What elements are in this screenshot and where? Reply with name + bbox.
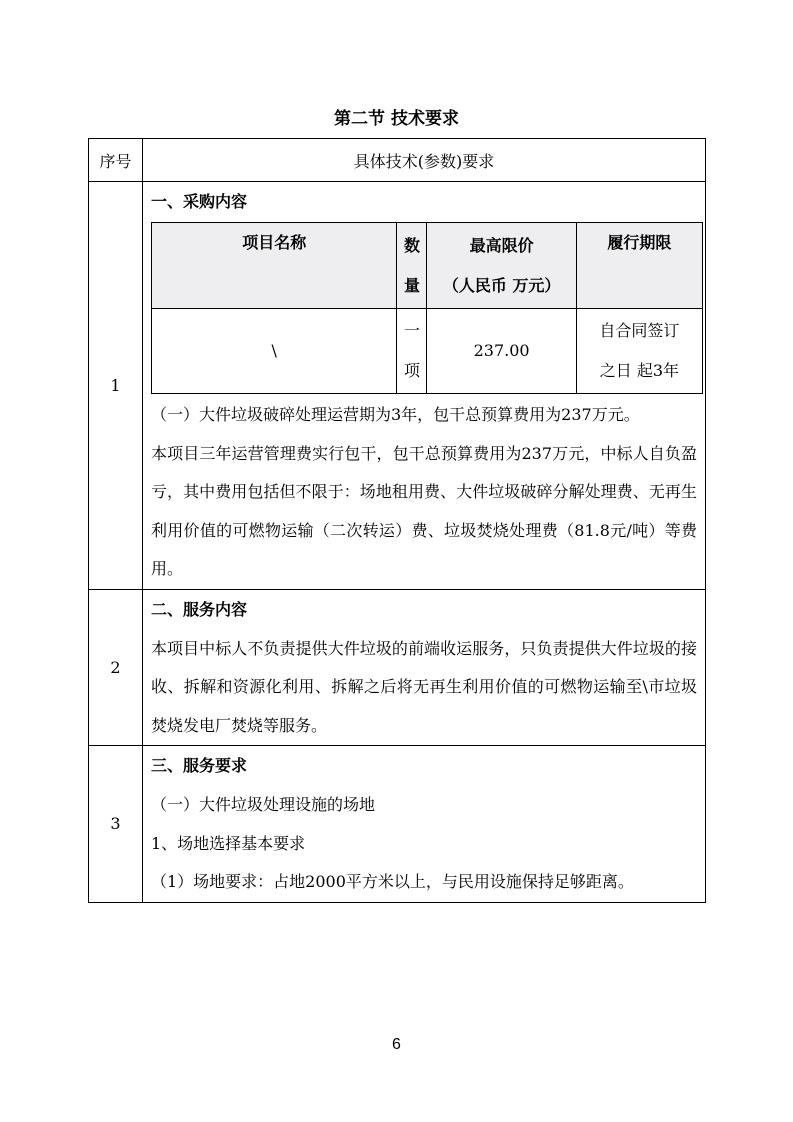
row-heading: 二、服务内容: [151, 599, 248, 619]
price-cell: 237.00: [427, 309, 576, 394]
procurement-table: [151, 222, 703, 394]
procurement-header-row: [152, 223, 703, 309]
row-content: [143, 746, 706, 903]
paragraph: （一）大件垃圾破碎处理运营期为3年，包干总预算费用为237万元。: [151, 405, 640, 424]
price-cap-header: 最高限价 （人民币 万元）: [427, 223, 576, 309]
row-index: 3: [89, 746, 143, 903]
table-header-row: [89, 139, 706, 182]
index-header: 序号: [89, 139, 143, 182]
section-title: 第二节 技术要求: [334, 109, 459, 129]
requirements-header: 具体技术(参数)要求: [143, 139, 706, 182]
paragraph: 本项目中标人不负责提供大件垃圾的前端收运服务，只负责提供大件垃圾的接收、拆解和资源化利用、拆解之后将无再生利用价值的可燃物运输至\市垃圾焚烧发电厂焚烧等服务。: [151, 638, 697, 735]
row-content: [143, 182, 706, 590]
table-row: [89, 589, 706, 746]
paragraph: 本项目三年运营管理费实行包干，包干总预算费用为237万元，中标人自负盈亏，其中费用包括但不限于：场地租用费、大件垃圾破碎分解处理费、无再生利用价值的可燃物运输（二次转运）费、垃圾焚烧处理费（81.8元/吨）等费用。: [151, 443, 697, 578]
period-header: 履行期限: [576, 223, 702, 309]
row-content: [143, 589, 706, 746]
paragraph: 1、场地选择基本要求: [151, 833, 306, 853]
paragraph: （1）场地要求：占地2000平方米以上，与民用设施保持足够距离。: [151, 872, 634, 891]
table-row: [89, 746, 706, 903]
row-index: 1: [89, 182, 143, 590]
page-number: 6: [392, 1036, 401, 1053]
period-cell: 自合同签订 之日 起3年: [576, 309, 702, 394]
item-name-header: 项目名称: [152, 223, 397, 309]
row-heading: 一、采购内容: [151, 192, 248, 211]
quantity-header: 数量: [397, 223, 427, 309]
row-index: 2: [89, 589, 143, 746]
row-heading: 三、服务要求: [151, 756, 248, 775]
item-name-cell: \: [152, 309, 397, 394]
requirements-table: [88, 138, 706, 903]
table-row: [89, 182, 706, 590]
procurement-data-row: [152, 309, 703, 394]
quantity-cell: 一项: [397, 309, 427, 394]
paragraph: （一）大件垃圾处理设施的场地: [151, 795, 376, 814]
